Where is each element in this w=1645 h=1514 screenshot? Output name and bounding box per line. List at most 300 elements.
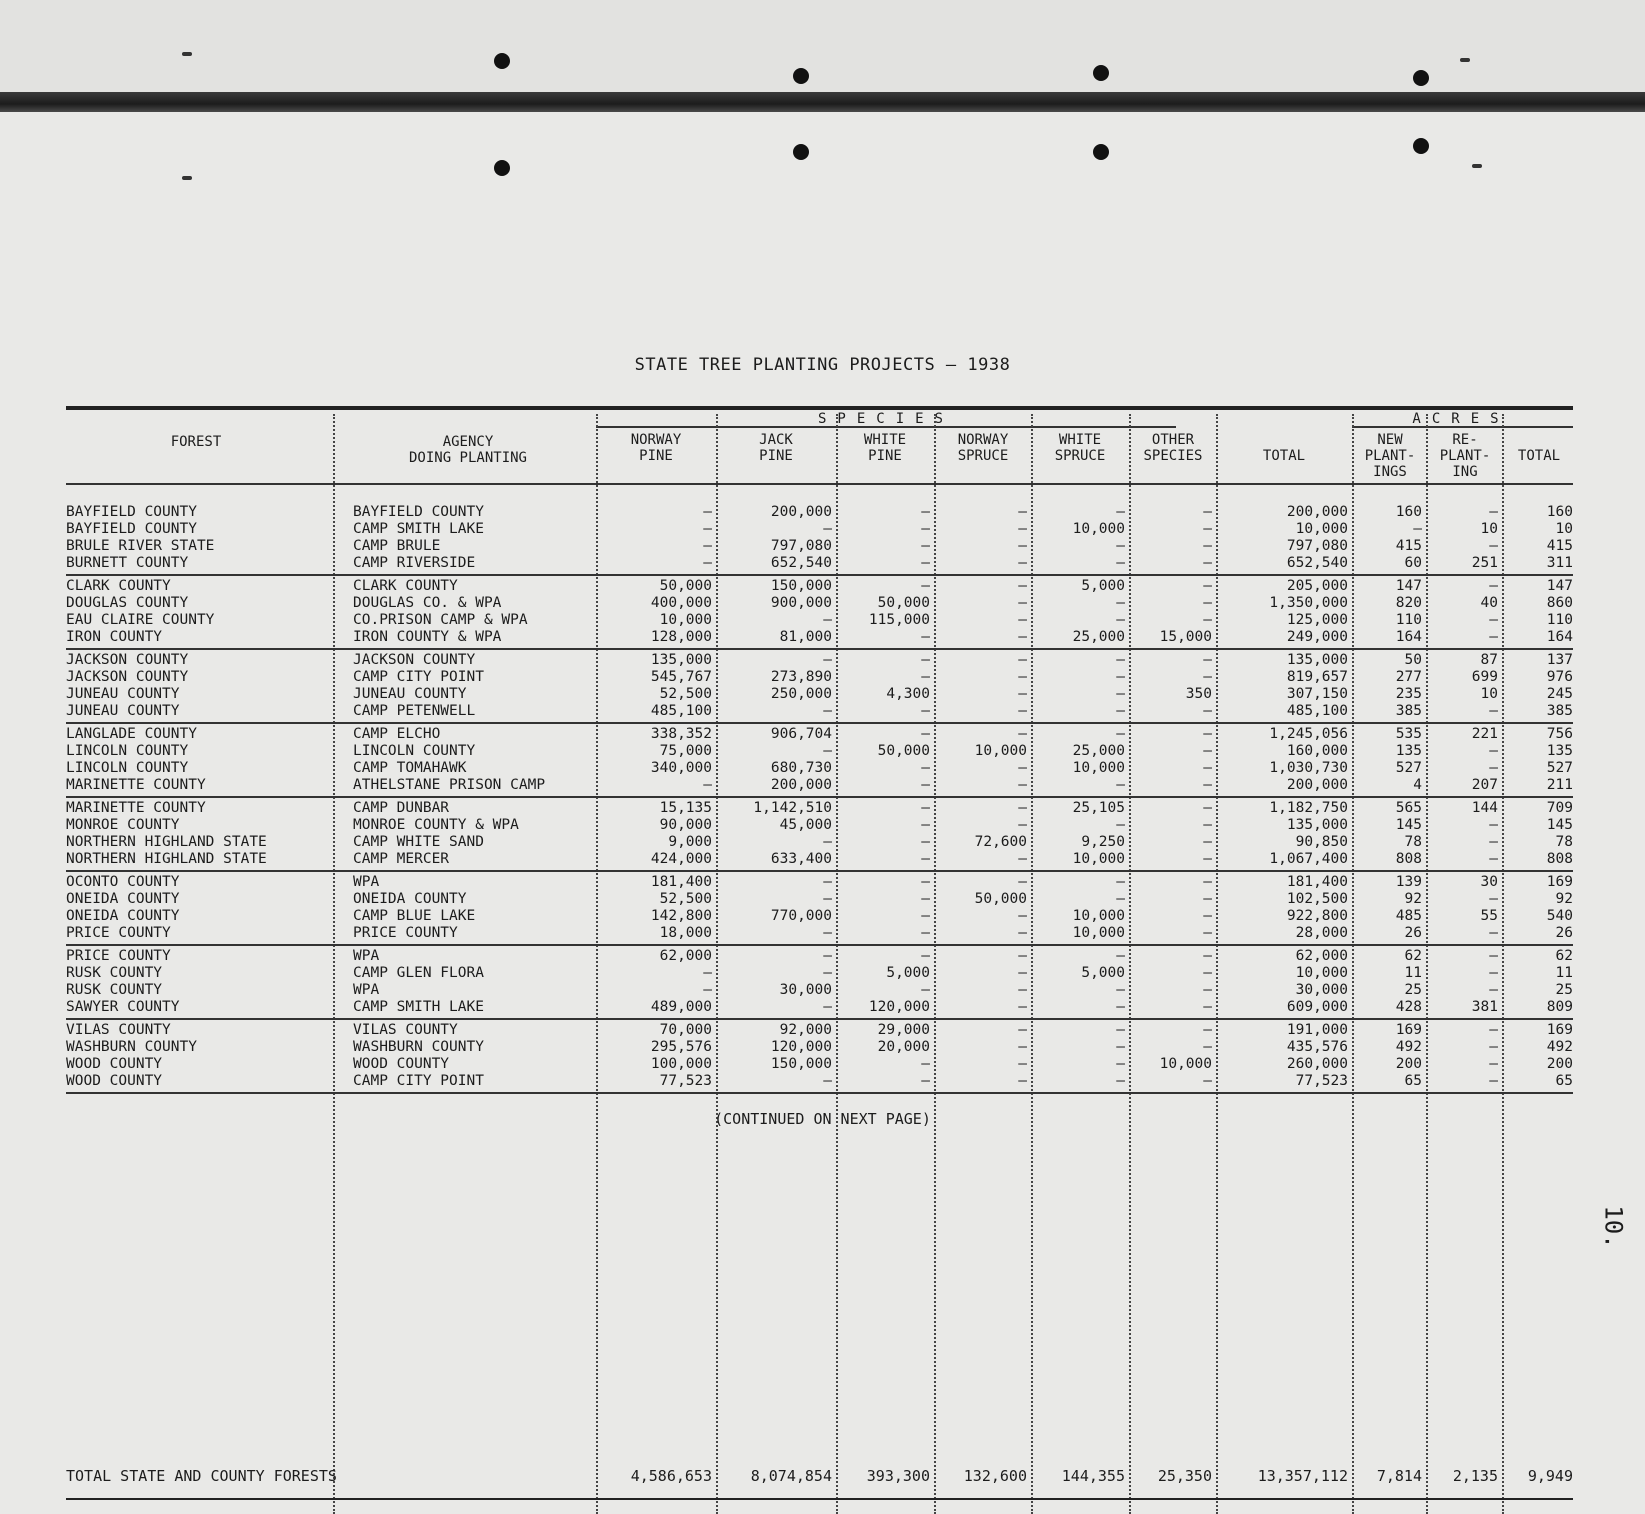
- cell-jack-pine: —: [823, 891, 832, 907]
- cell-new-plantings: 25: [1404, 982, 1422, 998]
- cell-replanting: —: [1489, 703, 1498, 719]
- cell-norway-spruce: —: [1018, 1073, 1027, 1089]
- cell-agency: LINCOLN COUNTY: [353, 743, 476, 759]
- table-row: [66, 982, 1573, 999]
- cell-other-species: —: [1203, 703, 1212, 719]
- cell-new-plantings: 200: [1395, 1056, 1422, 1072]
- punch-hole: [1413, 70, 1429, 86]
- cell-new-plantings: 139: [1395, 874, 1422, 890]
- total-norway-spruce: 132,600: [963, 1467, 1027, 1485]
- header-total: TOTAL: [1262, 448, 1306, 464]
- cell-jack-pine: —: [823, 834, 832, 850]
- cell-white-pine: 5,000: [886, 965, 930, 981]
- cell-new-plantings: 135: [1395, 743, 1422, 759]
- cell-total: 819,657: [1286, 669, 1348, 685]
- cell-total: 797,080: [1286, 538, 1348, 554]
- cell-new-plantings: 110: [1395, 612, 1422, 628]
- cell-other-species: —: [1203, 595, 1212, 611]
- table-top-rule: [66, 406, 1573, 410]
- table-row: [66, 703, 1573, 720]
- header-acres-total: TOTAL: [1517, 448, 1561, 464]
- cell-new-plantings: 60: [1404, 555, 1422, 571]
- cell-total: 922,800: [1286, 908, 1348, 924]
- cell-total: 160,000: [1286, 743, 1348, 759]
- cell-white-pine: —: [921, 1073, 930, 1089]
- cell-white-pine: 29,000: [877, 1022, 930, 1038]
- cell-agency: CAMP CITY POINT: [353, 1073, 484, 1089]
- cell-other-species: —: [1203, 743, 1212, 759]
- cell-agency: WPA: [353, 982, 380, 998]
- cell-white-spruce: —: [1116, 982, 1125, 998]
- cell-forest: BRULE RIVER STATE: [66, 538, 215, 554]
- punch-hole: [494, 53, 510, 69]
- binder-bar: [0, 92, 1645, 112]
- cell-white-pine: —: [921, 948, 930, 964]
- cell-total: 30,000: [1295, 982, 1348, 998]
- cell-acres-total: 62: [1555, 948, 1573, 964]
- continued-note: (CONTINUED ON NEXT PAGE): [714, 1110, 931, 1128]
- cell-acres-total: 808: [1546, 851, 1573, 867]
- cell-acres-total: 492: [1546, 1039, 1573, 1055]
- cell-white-spruce: —: [1116, 652, 1125, 668]
- cell-forest: MONROE COUNTY: [66, 817, 180, 833]
- row-group: [66, 502, 1573, 576]
- cell-other-species: —: [1203, 982, 1212, 998]
- cell-white-spruce: 5,000: [1081, 578, 1125, 594]
- cell-white-spruce: 10,000: [1072, 521, 1125, 537]
- cell-total: 1,067,400: [1269, 851, 1348, 867]
- punch-hole: [793, 144, 809, 160]
- cell-new-plantings: 164: [1395, 629, 1422, 645]
- table-row: [66, 817, 1573, 834]
- cell-norway-pine: 424,000: [650, 851, 712, 867]
- table-row: [66, 777, 1573, 794]
- table-row: [66, 851, 1573, 868]
- cell-new-plantings: 565: [1395, 800, 1422, 816]
- cell-replanting: —: [1489, 851, 1498, 867]
- cell-forest: MARINETTE COUNTY: [66, 800, 206, 816]
- cell-acres-total: 78: [1555, 834, 1573, 850]
- cell-other-species: 350: [1185, 686, 1212, 702]
- cell-new-plantings: 92: [1404, 891, 1422, 907]
- cell-white-pine: —: [921, 1056, 930, 1072]
- cell-total: 90,850: [1295, 834, 1348, 850]
- cell-norway-spruce: —: [1018, 629, 1027, 645]
- cell-replanting: 207: [1471, 777, 1498, 793]
- cell-norway-pine: —: [703, 555, 712, 571]
- cell-agency: CAMP SMITH LAKE: [353, 999, 484, 1015]
- cell-total: 200,000: [1286, 777, 1348, 793]
- cell-forest: ONEIDA COUNTY: [66, 891, 180, 907]
- cell-norway-spruce: 10,000: [974, 743, 1027, 759]
- cell-replanting: 144: [1471, 800, 1498, 816]
- row-group: [66, 650, 1573, 724]
- cell-total: 249,000: [1286, 629, 1348, 645]
- cell-acres-total: 211: [1546, 777, 1573, 793]
- cell-acres-total: 415: [1546, 538, 1573, 554]
- cell-replanting: —: [1489, 1056, 1498, 1072]
- cell-norway-spruce: —: [1018, 925, 1027, 941]
- cell-other-species: —: [1203, 777, 1212, 793]
- cell-replanting: —: [1489, 834, 1498, 850]
- cell-new-plantings: 277: [1395, 669, 1422, 685]
- cell-white-pine: —: [921, 908, 930, 924]
- table-row: [66, 925, 1573, 942]
- cell-norway-pine: 485,100: [650, 703, 712, 719]
- table-row: [66, 834, 1573, 851]
- cell-forest: JACKSON COUNTY: [66, 669, 189, 685]
- cell-jack-pine: 1,142,510: [753, 800, 832, 816]
- cell-replanting: 55: [1480, 908, 1498, 924]
- cell-new-plantings: 428: [1395, 999, 1422, 1015]
- cell-white-pine: —: [921, 800, 930, 816]
- cell-norway-pine: 9,000: [668, 834, 712, 850]
- cell-norway-pine: 70,000: [659, 1022, 712, 1038]
- cell-acres-total: 169: [1546, 1022, 1573, 1038]
- cell-replanting: 40: [1480, 595, 1498, 611]
- cell-agency: CAMP ELCHO: [353, 726, 441, 742]
- punch-hole: [1413, 138, 1429, 154]
- table-row: [66, 800, 1573, 817]
- cell-total: 1,182,750: [1269, 800, 1348, 816]
- cell-replanting: 699: [1471, 669, 1498, 685]
- page-title: STATE TREE PLANTING PROJECTS — 1938: [634, 355, 1011, 375]
- cell-agency: MONROE COUNTY & WPA: [353, 817, 519, 833]
- cell-other-species: —: [1203, 817, 1212, 833]
- cell-norway-spruce: —: [1018, 1056, 1027, 1072]
- cell-acres-total: 311: [1546, 555, 1573, 571]
- cell-acres-total: 147: [1546, 578, 1573, 594]
- cell-jack-pine: 250,000: [770, 686, 832, 702]
- cell-total: 485,100: [1286, 703, 1348, 719]
- cell-white-spruce: 25,105: [1072, 800, 1125, 816]
- cell-norway-spruce: —: [1018, 965, 1027, 981]
- cell-norway-spruce: —: [1018, 504, 1027, 520]
- cell-new-plantings: —: [1413, 521, 1422, 537]
- header-replanting: RE- PLANT- ING: [1439, 432, 1491, 480]
- cell-jack-pine: —: [823, 948, 832, 964]
- cell-norway-spruce: —: [1018, 1022, 1027, 1038]
- cell-jack-pine: 120,000: [770, 1039, 832, 1055]
- cell-norway-pine: 90,000: [659, 817, 712, 833]
- cell-white-pine: —: [921, 777, 930, 793]
- header-agency: AGENCY DOING PLANTING: [408, 434, 527, 466]
- cell-replanting: 381: [1471, 999, 1498, 1015]
- cell-white-spruce: 10,000: [1072, 851, 1125, 867]
- cell-white-spruce: —: [1116, 504, 1125, 520]
- cell-norway-spruce: —: [1018, 669, 1027, 685]
- table-row: [66, 555, 1573, 572]
- table-row: [66, 595, 1573, 612]
- cell-acres-total: 65: [1555, 1073, 1573, 1089]
- cell-replanting: 10: [1480, 686, 1498, 702]
- cell-acres-total: 200: [1546, 1056, 1573, 1072]
- cell-norway-spruce: —: [1018, 982, 1027, 998]
- cell-forest: NORTHERN HIGHLAND STATE: [66, 834, 267, 850]
- table-row: [66, 891, 1573, 908]
- cell-norway-pine: —: [703, 777, 712, 793]
- cell-agency: CAMP MERCER: [353, 851, 450, 867]
- cell-norway-pine: —: [703, 982, 712, 998]
- species-group-rule: [596, 426, 1176, 428]
- cell-replanting: 10: [1480, 521, 1498, 537]
- cell-white-spruce: 9,250: [1081, 834, 1125, 850]
- total-replanting: 2,135: [1452, 1467, 1498, 1485]
- table-row: [66, 726, 1573, 743]
- table-row: [66, 965, 1573, 982]
- cell-jack-pine: 906,704: [770, 726, 832, 742]
- header-forest: FOREST: [170, 434, 222, 450]
- cell-other-species: —: [1203, 1073, 1212, 1089]
- cell-agency: JACKSON COUNTY: [353, 652, 476, 668]
- cell-replanting: —: [1489, 504, 1498, 520]
- cell-agency: IRON COUNTY & WPA: [353, 629, 502, 645]
- cell-total: 205,000: [1286, 578, 1348, 594]
- cell-other-species: —: [1203, 1022, 1212, 1038]
- cell-norway-spruce: 50,000: [974, 891, 1027, 907]
- cell-white-pine: —: [921, 703, 930, 719]
- header-white-pine: WHITE PINE: [863, 432, 907, 464]
- cell-white-pine: —: [921, 851, 930, 867]
- cell-white-spruce: 10,000: [1072, 760, 1125, 776]
- cell-other-species: —: [1203, 726, 1212, 742]
- cell-forest: BURNETT COUNTY: [66, 555, 189, 571]
- cell-agency: CAMP GLEN FLORA: [353, 965, 484, 981]
- cell-norway-pine: 18,000: [659, 925, 712, 941]
- acres-group-rule: [1352, 426, 1573, 428]
- cell-forest: MARINETTE COUNTY: [66, 777, 206, 793]
- cell-new-plantings: 385: [1395, 703, 1422, 719]
- cell-norway-pine: 100,000: [650, 1056, 712, 1072]
- cell-replanting: —: [1489, 948, 1498, 964]
- cell-white-spruce: —: [1116, 874, 1125, 890]
- cell-acres-total: 385: [1546, 703, 1573, 719]
- cell-total: 135,000: [1286, 652, 1348, 668]
- punch-hole: [494, 160, 510, 176]
- cell-acres-total: 169: [1546, 874, 1573, 890]
- table-body: [66, 502, 1573, 1094]
- cell-white-pine: 4,300: [886, 686, 930, 702]
- cell-replanting: —: [1489, 1039, 1498, 1055]
- cell-norway-spruce: —: [1018, 595, 1027, 611]
- cell-agency: JUNEAU COUNTY: [353, 686, 467, 702]
- cell-other-species: —: [1203, 891, 1212, 907]
- cell-new-plantings: 145: [1395, 817, 1422, 833]
- cell-white-pine: —: [921, 726, 930, 742]
- cell-white-spruce: —: [1116, 1073, 1125, 1089]
- header-norway-pine: NORWAY PINE: [630, 432, 682, 464]
- cell-acres-total: 10: [1555, 521, 1573, 537]
- cell-total: 28,000: [1295, 925, 1348, 941]
- cell-jack-pine: —: [823, 743, 832, 759]
- speck: [182, 52, 192, 56]
- cell-total: 1,030,730: [1269, 760, 1348, 776]
- table-row: [66, 686, 1573, 703]
- cell-white-pine: —: [921, 760, 930, 776]
- row-group: [66, 872, 1573, 946]
- cell-jack-pine: 150,000: [770, 1056, 832, 1072]
- cell-acres-total: 164: [1546, 629, 1573, 645]
- cell-jack-pine: 273,890: [770, 669, 832, 685]
- cell-forest: JUNEAU COUNTY: [66, 703, 180, 719]
- cell-total: 10,000: [1295, 965, 1348, 981]
- cell-norway-spruce: —: [1018, 555, 1027, 571]
- cell-new-plantings: 535: [1395, 726, 1422, 742]
- cell-jack-pine: —: [823, 965, 832, 981]
- header-other-species: OTHER SPECIES: [1143, 432, 1203, 464]
- cell-total: 10,000: [1295, 521, 1348, 537]
- cell-total: 102,500: [1286, 891, 1348, 907]
- cell-new-plantings: 160: [1395, 504, 1422, 520]
- cell-white-pine: —: [921, 555, 930, 571]
- cell-white-spruce: —: [1116, 1022, 1125, 1038]
- cell-forest: LINCOLN COUNTY: [66, 760, 189, 776]
- table-row: [66, 743, 1573, 760]
- cell-other-species: —: [1203, 948, 1212, 964]
- cell-other-species: —: [1203, 908, 1212, 924]
- cell-agency: ATHELSTANE PRISON CAMP: [353, 777, 546, 793]
- table-row: [66, 521, 1573, 538]
- total-total: 13,357,112: [1257, 1467, 1348, 1485]
- cell-norway-spruce: —: [1018, 817, 1027, 833]
- cell-agency: WASHBURN COUNTY: [353, 1039, 484, 1055]
- cell-total: 125,000: [1286, 612, 1348, 628]
- cell-other-species: —: [1203, 965, 1212, 981]
- cell-new-plantings: 11: [1404, 965, 1422, 981]
- cell-acres-total: 145: [1546, 817, 1573, 833]
- cell-other-species: —: [1203, 800, 1212, 816]
- cell-white-pine: —: [921, 817, 930, 833]
- cell-white-spruce: 5,000: [1081, 965, 1125, 981]
- cell-acres-total: 540: [1546, 908, 1573, 924]
- page-number: 10.: [1599, 1205, 1628, 1249]
- cell-new-plantings: 26: [1404, 925, 1422, 941]
- cell-replanting: —: [1489, 891, 1498, 907]
- cell-replanting: —: [1489, 965, 1498, 981]
- cell-total: 77,523: [1295, 1073, 1348, 1089]
- cell-white-spruce: —: [1116, 817, 1125, 833]
- cell-forest: IRON COUNTY: [66, 629, 163, 645]
- cell-white-pine: —: [921, 538, 930, 554]
- cell-total: 1,350,000: [1269, 595, 1348, 611]
- cell-agency: CAMP BRULE: [353, 538, 441, 554]
- cell-new-plantings: 485: [1395, 908, 1422, 924]
- cell-forest: BAYFIELD COUNTY: [66, 504, 197, 520]
- cell-white-spruce: —: [1116, 669, 1125, 685]
- cell-new-plantings: 820: [1395, 595, 1422, 611]
- cell-forest: CLARK COUNTY: [66, 578, 171, 594]
- cell-agency: VILAS COUNTY: [353, 1022, 458, 1038]
- punch-hole: [1093, 144, 1109, 160]
- cell-white-spruce: —: [1116, 703, 1125, 719]
- total-jack-pine: 8,074,854: [750, 1467, 832, 1485]
- header-new-plantings: NEW PLANT- INGS: [1364, 432, 1416, 480]
- cell-other-species: —: [1203, 874, 1212, 890]
- cell-jack-pine: —: [823, 925, 832, 941]
- cell-norway-pine: 75,000: [659, 743, 712, 759]
- cell-jack-pine: —: [823, 999, 832, 1015]
- cell-acres-total: 137: [1546, 652, 1573, 668]
- cell-jack-pine: —: [823, 521, 832, 537]
- cell-white-spruce: 10,000: [1072, 908, 1125, 924]
- header-jack-pine: JACK PINE: [759, 432, 793, 464]
- cell-norway-pine: 128,000: [650, 629, 712, 645]
- cell-white-pine: —: [921, 521, 930, 537]
- cell-total: 181,400: [1286, 874, 1348, 890]
- row-group: [66, 798, 1573, 872]
- cell-total: 200,000: [1286, 504, 1348, 520]
- cell-white-spruce: —: [1116, 612, 1125, 628]
- cell-white-pine: —: [921, 504, 930, 520]
- cell-norway-spruce: —: [1018, 703, 1027, 719]
- cell-other-species: —: [1203, 521, 1212, 537]
- cell-jack-pine: 652,540: [770, 555, 832, 571]
- cell-new-plantings: 235: [1395, 686, 1422, 702]
- cell-other-species: —: [1203, 504, 1212, 520]
- header-norway-spruce: NORWAY SPRUCE: [957, 432, 1009, 464]
- cell-replanting: —: [1489, 982, 1498, 998]
- acres-group-label: ACRES: [1412, 411, 1510, 427]
- cell-white-pine: 115,000: [868, 612, 930, 628]
- cell-other-species: —: [1203, 652, 1212, 668]
- total-rule: [66, 1498, 1573, 1500]
- cell-white-pine: —: [921, 669, 930, 685]
- cell-norway-pine: 52,500: [659, 891, 712, 907]
- cell-white-spruce: —: [1116, 686, 1125, 702]
- table-row: [66, 1039, 1573, 1056]
- table-row: [66, 538, 1573, 555]
- cell-forest: JACKSON COUNTY: [66, 652, 189, 668]
- cell-norway-spruce: —: [1018, 800, 1027, 816]
- row-group: [66, 724, 1573, 798]
- cell-norway-spruce: —: [1018, 948, 1027, 964]
- cell-replanting: 221: [1471, 726, 1498, 742]
- punch-hole: [1093, 65, 1109, 81]
- cell-new-plantings: 415: [1395, 538, 1422, 554]
- cell-white-spruce: —: [1116, 1039, 1125, 1055]
- cell-norway-spruce: —: [1018, 538, 1027, 554]
- cell-agency: CAMP RIVERSIDE: [353, 555, 476, 571]
- cell-acres-total: 709: [1546, 800, 1573, 816]
- table-row: [66, 504, 1573, 521]
- cell-norway-pine: 135,000: [650, 652, 712, 668]
- table-row: [66, 760, 1573, 777]
- cell-white-spruce: —: [1116, 891, 1125, 907]
- cell-replanting: 30: [1480, 874, 1498, 890]
- cell-norway-pine: 77,523: [659, 1073, 712, 1089]
- cell-new-plantings: 4: [1413, 777, 1422, 793]
- table-row: [66, 578, 1573, 595]
- cell-jack-pine: 200,000: [770, 777, 832, 793]
- cell-forest: EAU CLAIRE COUNTY: [66, 612, 215, 628]
- cell-white-spruce: —: [1116, 538, 1125, 554]
- cell-other-species: 10,000: [1159, 1056, 1212, 1072]
- cell-new-plantings: 50: [1404, 652, 1422, 668]
- cell-jack-pine: 797,080: [770, 538, 832, 554]
- cell-norway-pine: —: [703, 538, 712, 554]
- cell-norway-spruce: —: [1018, 652, 1027, 668]
- cell-jack-pine: —: [823, 703, 832, 719]
- cell-forest: ONEIDA COUNTY: [66, 908, 180, 924]
- table-row: [66, 874, 1573, 891]
- cell-other-species: —: [1203, 612, 1212, 628]
- cell-white-pine: —: [921, 578, 930, 594]
- cell-forest: WASHBURN COUNTY: [66, 1039, 197, 1055]
- cell-replanting: —: [1489, 760, 1498, 776]
- cell-white-pine: 20,000: [877, 1039, 930, 1055]
- total-other-species: 25,350: [1157, 1467, 1212, 1485]
- cell-new-plantings: 492: [1395, 1039, 1422, 1055]
